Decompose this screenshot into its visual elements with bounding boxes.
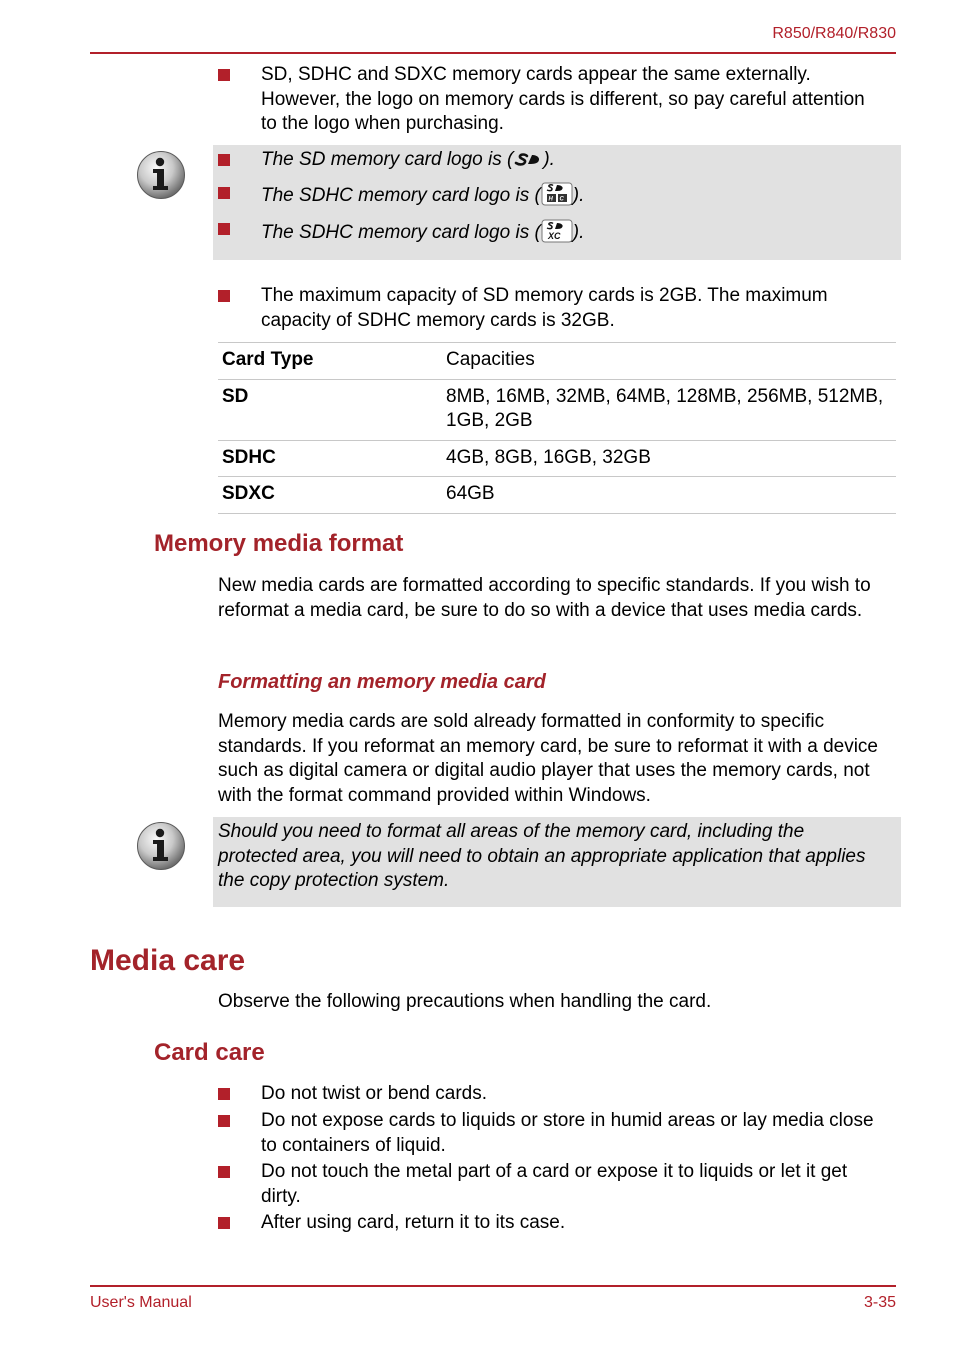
section-heading: Card care — [154, 1039, 265, 1066]
list-item: Do not expose cards to liquids or store in humid areas or lay media close to containers of liquid. — [261, 1110, 874, 1156]
table-cell: 8MB, 16MB, 32MB, 64MB, 128MB, 256MB, 512MB, 1GB, 2GB — [442, 379, 896, 440]
card-capacity-table — [218, 342, 896, 514]
note-item-sd-logo — [261, 148, 555, 173]
info-icon — [136, 150, 186, 200]
list-item: The maximum capacity of SD memory cards is 2GB. The maximum capacity of SDHC memory cards is 32GB. — [261, 285, 828, 331]
note-item-text: The SDHC memory card logo is ( — [261, 185, 541, 206]
note-item-text: The SD memory card logo is ( — [261, 149, 514, 170]
note-item-sdhc-logo — [261, 182, 584, 209]
bullet-marker — [218, 223, 230, 235]
note-item-text: ). — [543, 149, 555, 170]
note-item-text: The SDHC memory card logo is ( — [261, 222, 541, 243]
list-item: Do not twist or bend cards. — [261, 1083, 487, 1104]
table-row — [218, 379, 896, 440]
table-header-cell: Card Type — [218, 343, 442, 380]
chapter-heading: Media care — [90, 944, 246, 977]
footer-manual-label: User's Manual — [90, 1294, 192, 1311]
list-item: SD, SDHC and SDXC memory cards appear the same externally. However, the logo on memory cards is different, so pay careful attention to the logo when purchasing. — [261, 64, 865, 134]
list-item: After using card, return it to its case. — [261, 1212, 566, 1233]
bullet-marker — [218, 154, 230, 166]
table-cell: SD — [218, 379, 442, 440]
svg-text:C: C — [559, 196, 564, 203]
bullet-marker — [218, 1166, 230, 1178]
table-row — [218, 440, 896, 477]
note-item-text: ). — [572, 222, 585, 243]
note-item-text: ). — [572, 185, 585, 206]
bullet-marker — [218, 1115, 230, 1127]
table-row — [218, 477, 896, 514]
paragraph: Observe the following precautions when handling the card. — [218, 991, 712, 1012]
bullet-marker — [218, 69, 230, 81]
bullet-marker — [218, 1217, 230, 1229]
page-number: 3-35 — [863, 1294, 896, 1311]
list-item: Do not touch the metal part of a card or expose it to liquids or let it get dirty. — [261, 1161, 848, 1207]
subsection-heading: Formatting an memory media card — [218, 671, 546, 693]
paragraph: Memory media cards are sold already formatted in conformity to specific standards. If you reformat an memory card, be sure to reformat it with a device such as digital camera or digital audio player that uses the memory cards, not with the format command provided within Windows. — [218, 711, 878, 806]
table-header-cell: Capacities — [442, 343, 896, 380]
table-header-row — [218, 343, 896, 380]
section-heading: Memory media format — [154, 530, 404, 557]
note-text: Should you need to format all areas of the memory card, including the protected area, you will need to obtain an appropriate application that applies the copy protection system. — [218, 821, 866, 891]
sdxc-logo-icon — [541, 219, 573, 243]
bullet-marker — [218, 187, 230, 199]
info-icon — [136, 821, 186, 871]
footer-rule — [90, 1285, 896, 1287]
header-rule — [90, 52, 896, 54]
table-cell: 4GB, 8GB, 16GB, 32GB — [442, 440, 896, 477]
bullet-marker — [218, 1088, 230, 1100]
sdhc-logo-icon — [541, 182, 573, 206]
table-cell: SDXC — [218, 477, 442, 514]
note-item-sdxc-logo — [261, 219, 584, 246]
bullet-marker — [218, 290, 230, 302]
sd-logo-icon — [513, 150, 543, 170]
header-model: R850/R840/R830 — [772, 25, 896, 42]
table-cell: SDHC — [218, 440, 442, 477]
paragraph: New media cards are formatted according to specific standards. If you wish to reformat a media card, be sure to do so with a device that uses media cards. — [218, 575, 871, 621]
svg-text:XC: XC — [547, 231, 561, 241]
svg-text:H: H — [548, 196, 553, 203]
table-cell: 64GB — [442, 477, 896, 514]
